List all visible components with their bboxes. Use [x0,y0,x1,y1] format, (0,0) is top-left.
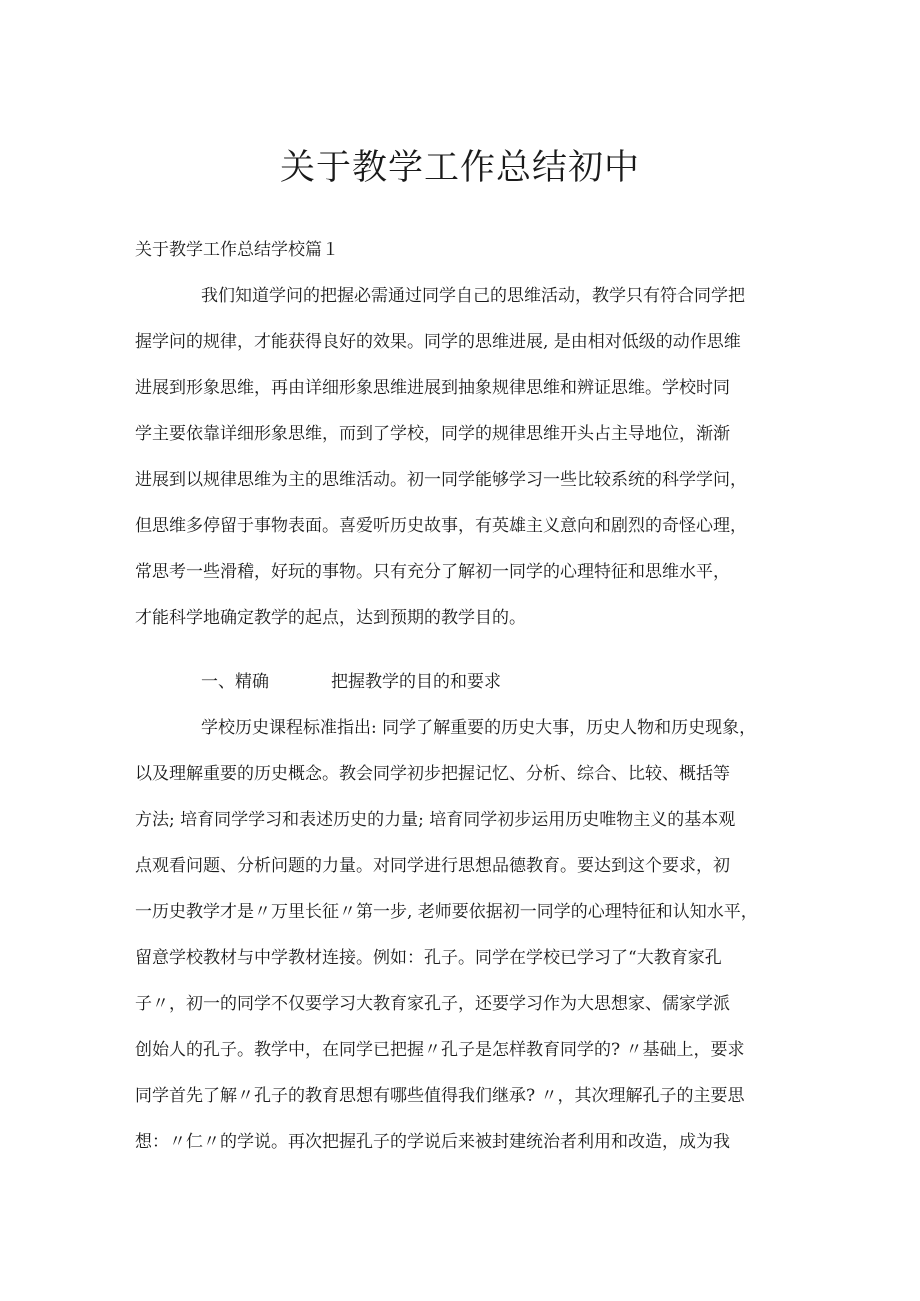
paragraph-line: 我们知道学问的把握必需通过同学自己的思维活动，教学只有符合同学把 [201,286,745,306]
paragraph-line: 进展到以规律思维为主的思维活动。初一同学能够学习一些比较系统的科学学问， [135,470,747,490]
paragraph-line: 方法; 培育同学学习和表述历史的力量; 培育同学初步运用历史唯物主义的基本观 [135,810,736,830]
paragraph-line: 学校历史课程标准指出: 同学了解重要的历史大事，历史人物和历史现象， [201,718,757,738]
paragraph-line: 以及理解重要的历史概念。教会同学初步把握记忆、分析、综合、比较、概括等 [135,764,730,784]
paragraph-line: 才能科学地确定教学的起点，达到预期的教学目的。 [135,608,526,628]
paragraph-line: 学主要依靠详细形象思维，而到了学校，同学的规律思维开头占主导地位，渐渐 [135,424,730,444]
paragraph-line: 握学问的规律，才能获得良好的效果。同学的思维进展, 是由相对低级的动作思维 [135,332,741,352]
section-heading-text: 把握教学的目的和要求 [331,672,501,692]
document-subtitle: 关于教学工作总结学校篇１ [135,240,339,260]
paragraph-line: 创始人的孔子。教学中，在同学已把握〃孔子是怎样教育同学的? 〃基础上，要求 [135,1040,745,1060]
paragraph-line: 想：〃仁〃的学说。再次把握孔子的学说后来被封建统治者利用和改造，成为我 [135,1132,730,1152]
paragraph-line: 点观看问题、分析问题的力量。对同学进行思想品德教育。要达到这个要求，初 [135,856,730,876]
paragraph-2 [135,714,795,1174]
paragraph-line: 一历史教学才是〃万里长征〃第一步, 老师要依据初一同学的心理特征和认知水平， [135,902,758,922]
paragraph-line: 常思考一些滑稽，好玩的事物。只有充分了解初一同学的心理特征和思维水平， [135,562,730,582]
section-number: 一、精确 [201,672,269,692]
paragraph-line: 但思维多停留于事物表面。喜爱听历史故事，有英雄主义意向和剧烈的奇怪心理， [135,516,747,536]
paragraph-line: 子〃，初一的同学不仅要学习大教育家孔子，还要学习作为大思想家、儒家学派 [135,994,730,1014]
paragraph-1 [135,282,795,650]
paragraph-line: 留意学校教材与中学教材连接。例如：孔子。同学在学校已学习了“大教育家孔 [135,948,722,968]
document-title: 关于教学工作总结初中 [279,148,640,188]
paragraph-line: 进展到形象思维，再由详细形象思维进展到抽象规律思维和辨证思维。学校时同 [135,378,730,398]
section-heading [201,668,501,696]
paragraph-line: 同学首先了解〃孔子的教育思想有哪些值得我们继承? 〃，其次理解孔子的主要思 [135,1086,745,1106]
